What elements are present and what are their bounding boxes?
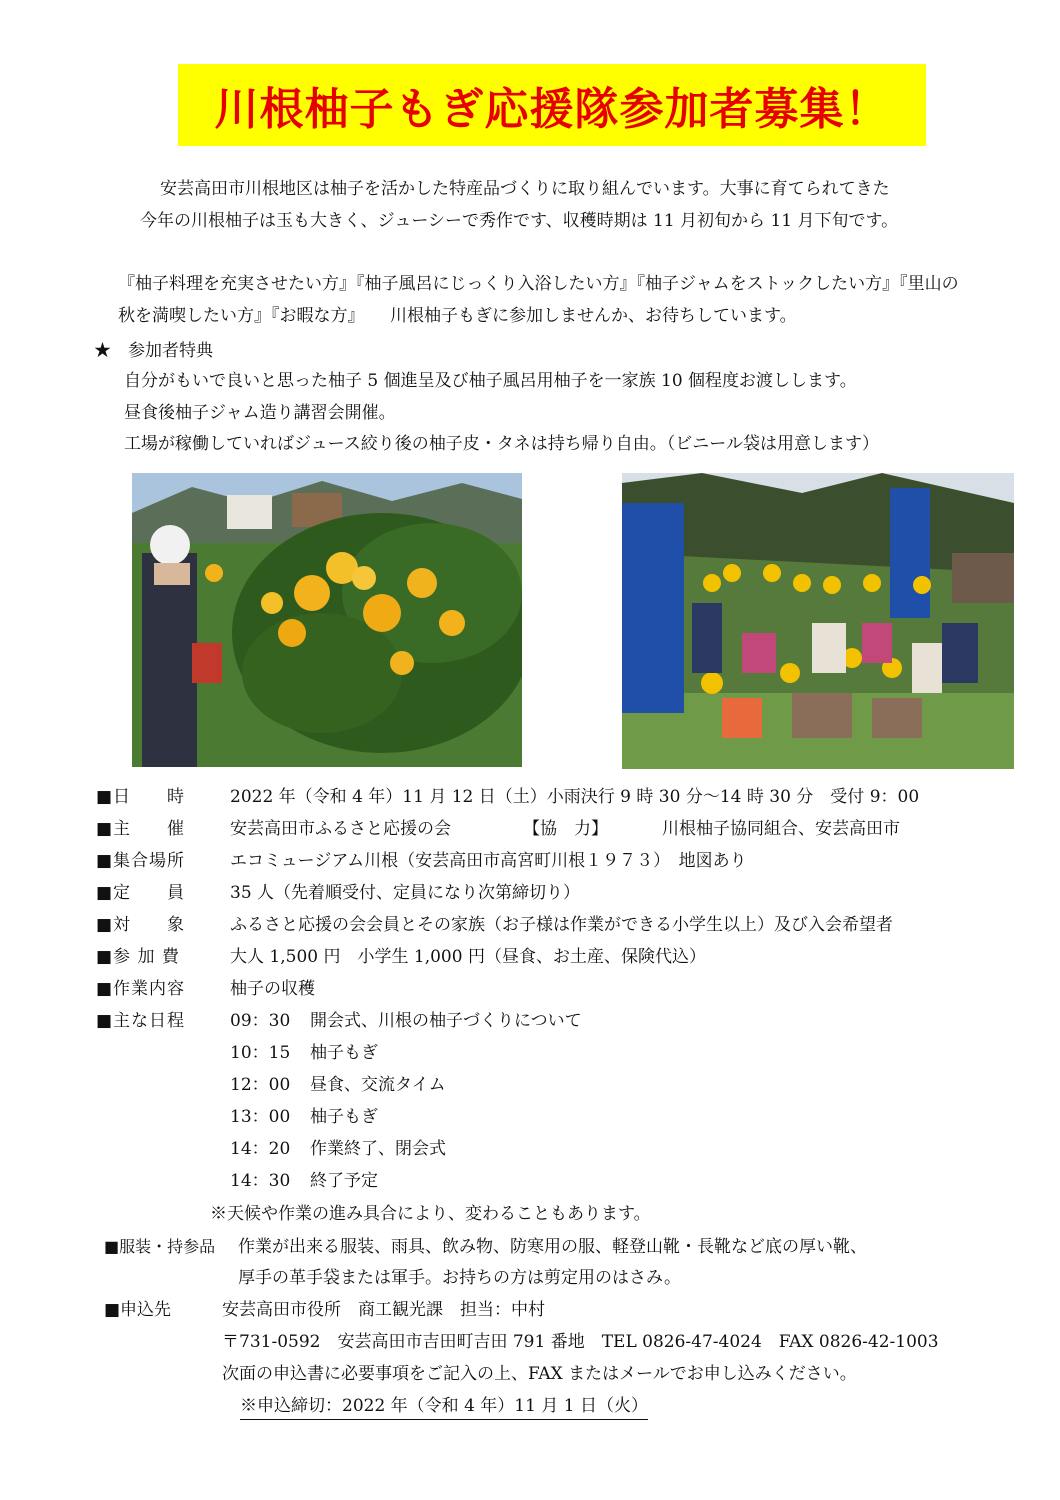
host-value: 安芸高田市ふるさと応援の会 <box>230 819 451 839</box>
schedule-activity: 柚子もぎ <box>310 1107 378 1127</box>
fee-label: ■参 加 費 <box>96 947 180 967</box>
schedule-activity: 作業終了、閉会式 <box>310 1139 446 1159</box>
benefit-item-1: 自分がもいで良いと思った柚子 5 個進呈及び柚子風呂用柚子を一家族 10 個程度お渡しします。 <box>124 371 857 391</box>
clothing-line-2: 厚手の革手袋または軍手。お持ちの方は剪定用のはさみ。 <box>238 1268 682 1288</box>
fee-value: 大人 1,500 円 小学生 1,000 円（昼食、お土産、保険代込） <box>230 947 706 967</box>
work-value: 柚子の収穫 <box>230 979 315 999</box>
schedule-time: 14：20 <box>230 1139 291 1159</box>
invite-line-2: 秋を満喫したい方』『お暇な方』 川根柚子もぎに参加しませんか、お待ちしています。 <box>118 306 797 326</box>
clothing-label: ■服装・持参品 <box>104 1237 216 1256</box>
place-label: ■集合場所 <box>96 851 186 871</box>
yuzu-tree-photo <box>132 473 522 767</box>
group-photo <box>622 473 1014 769</box>
intro-line-2: 今年の川根柚子は玉も大きく、ジューシーで秀作です、収穫時期は 11 月初旬から 11 月下旬です。 <box>140 211 899 231</box>
schedule-note: ※天候や作業の進み具合により、変わることもあります。 <box>210 1204 651 1224</box>
apply-line-1: 安芸高田市役所 商工観光課 担当：中村 <box>222 1300 545 1320</box>
schedule-activity: 終了予定 <box>310 1171 378 1191</box>
datetime-value: 2022 年（令和 4 年）11 月 12 日（土）小雨決行 9 時 30 分～14 時 30 分 受付 9：00 <box>230 787 920 807</box>
schedule-label: ■主な日程 <box>96 1011 186 1031</box>
coop-value: 川根柚子協同組合、安芸高田市 <box>662 819 900 839</box>
place-value: エコミュージアム川根（安芸高田市高宮町川根１９７３） 地図あり <box>230 851 747 871</box>
deadline: ※申込締切：2022 年（令和 4 年）11 月 1 日（火） <box>240 1395 648 1420</box>
capacity-value: 35 人（先着順受付、定員になり次第締切り） <box>230 883 581 903</box>
capacity-label: ■定 員 <box>96 883 186 903</box>
clothing-line-1: 作業が出来る服装、雨具、飲み物、防寒用の服、軽登山靴・長靴など底の厚い靴、 <box>238 1237 867 1257</box>
apply-line-3: 次面の申込書に必要事項をご記入の上、FAX またはメールでお申し込みください。 <box>222 1364 857 1384</box>
work-label: ■作業内容 <box>96 979 186 999</box>
benefit-item-2: 昼食後柚子ジャム造り講習会開催。 <box>124 403 396 423</box>
benefit-item-3: 工場が稼働していればジュース絞り後の柚子皮・タネは持ち帰り自由。（ビニール袋は用意します） <box>124 434 879 454</box>
page-title: 川根柚子もぎ応援隊参加者募集！ <box>214 84 890 135</box>
target-value: ふるさと応援の会会員とその家族（お子様は作業ができる小学生以上）及び入会希望者 <box>230 915 893 935</box>
schedule-time: 13：00 <box>230 1107 291 1127</box>
apply-line-2: 〒731-0592 安芸高田市吉田町吉田 791 番地 TEL 0826-47-4024 FAX 0826-42-1003 <box>222 1332 939 1352</box>
schedule-activity: 昼食、交流タイム <box>310 1075 446 1095</box>
schedule-time: 10：15 <box>230 1043 291 1063</box>
intro-line-1: 安芸高田市川根地区は柚子を活かした特産品づくりに取り組んでいます。大事に育てられてきた <box>160 179 890 199</box>
schedule-time: 12：00 <box>230 1075 291 1095</box>
coop-label: 【協 力】 <box>523 819 608 839</box>
schedule-activity: 柚子もぎ <box>310 1043 378 1063</box>
title-banner <box>178 64 926 146</box>
apply-label: ■申込先 <box>104 1300 172 1320</box>
target-label: ■対 象 <box>96 915 186 935</box>
schedule-time: 09：30 <box>230 1011 291 1031</box>
benefits-heading: ★ 参加者特典 <box>94 341 213 361</box>
schedule-time: 14：30 <box>230 1171 291 1191</box>
host-label: ■主 催 <box>96 819 186 839</box>
datetime-label: ■日 時 <box>96 787 186 807</box>
invite-line-1: 『柚子料理を充実させたい方』『柚子風呂にじっくり入浴したい方』『柚子ジャムをストックしたい方』『里山の <box>118 274 959 294</box>
schedule-activity: 開会式、川根の柚子づくりについて <box>310 1011 582 1031</box>
